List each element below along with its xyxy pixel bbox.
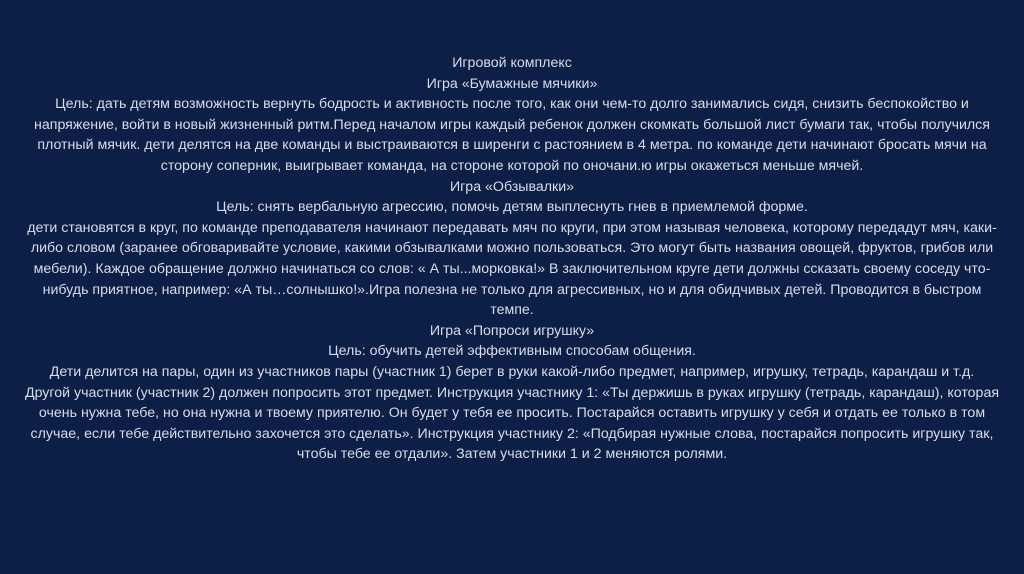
text-line: Цель: обучить детей эффективным способам общения. bbox=[328, 343, 696, 360]
text-line: Дети делится на пары, один из участников пары (участник 1) берет в руки какой-либо предмет, например, игрушку, тетрадь, карандаш и т.д. bbox=[49, 363, 975, 380]
text-line: плотный мячик. дети делятся на две команды и выстраиваются в ширенги с растоянием в 4 метра. по команде дети начинают бросать мячи на bbox=[37, 137, 987, 154]
text-line: Цель: дать детям возможность вернуть бодрость и активность после того, как они чем-то долго занимались сидя, снизить беспокойство и bbox=[55, 96, 969, 113]
text-line: Игровой комплекс bbox=[452, 55, 572, 71]
text-line: Другой участник (участник 2) должен попросить этот предмет. Инструкция участнику 1: «Ты держишь в руках игрушку (тетрадь, карандаш), которая bbox=[24, 384, 1000, 401]
text-line: нибудь приятное, например: «А ты…солнышко!».Игра полезна не только для агрессивных, но и для обидчивых детей. Проводится в быстром bbox=[42, 281, 982, 298]
text-line: Игра «Бумажные мячики» bbox=[426, 75, 598, 92]
text-line: сторону соперник, выигрывает команда, на стороне которой по оночани.ю игры окажеться меньше мячей. bbox=[160, 157, 864, 174]
text-line: мебели). Каждое обращение должно начинаться со слов: « А ты...морковка!» В заключительном круге дети должны ссказать своему соседу что- bbox=[33, 260, 991, 277]
text-line: чтобы тебе ее отдали». Затем участники 1 и 2 меняются ролями. bbox=[296, 446, 728, 463]
text-line: Игра «Обзывалки» bbox=[449, 178, 575, 195]
text-line: очень нужна тебе, но она нужна и твоему приятелю. Он будет у тебя ее просить. Постарайся оставить игрушку у себя и отдать ее только в том bbox=[38, 405, 986, 422]
text-line: Игра «Попроси игрушку» bbox=[429, 322, 595, 339]
text-line: дети становятся в круг, по команде преподавателя начинают передавать мяч по круги, при этом называя человека, которому передадут мяч, каки- bbox=[27, 219, 997, 236]
text-line: Цель: снять вербальную агрессию, помочь детям выплеснуть гнев в приемлемой форме. bbox=[216, 199, 808, 216]
slide-text bbox=[0, 53, 1024, 465]
text-line: темпе. bbox=[490, 302, 534, 319]
text-line: случае, если тебе действительно захочется это сделать». Инструкция участнику 2: «Подбирая нужные слова, постарайся попросить игрушку так, bbox=[30, 425, 994, 442]
text-line: напряжение, войти в новый жизненный ритм.Перед началом игры каждый ребенок должен скомкать большой лист бумаги так, чтобы получился bbox=[34, 116, 990, 133]
text-line: либо словом (заранее обговаривайте условие, какими обзывалками можно пользоваться. Это могут быть названия овощей, фруктов, грибов или bbox=[30, 240, 994, 257]
